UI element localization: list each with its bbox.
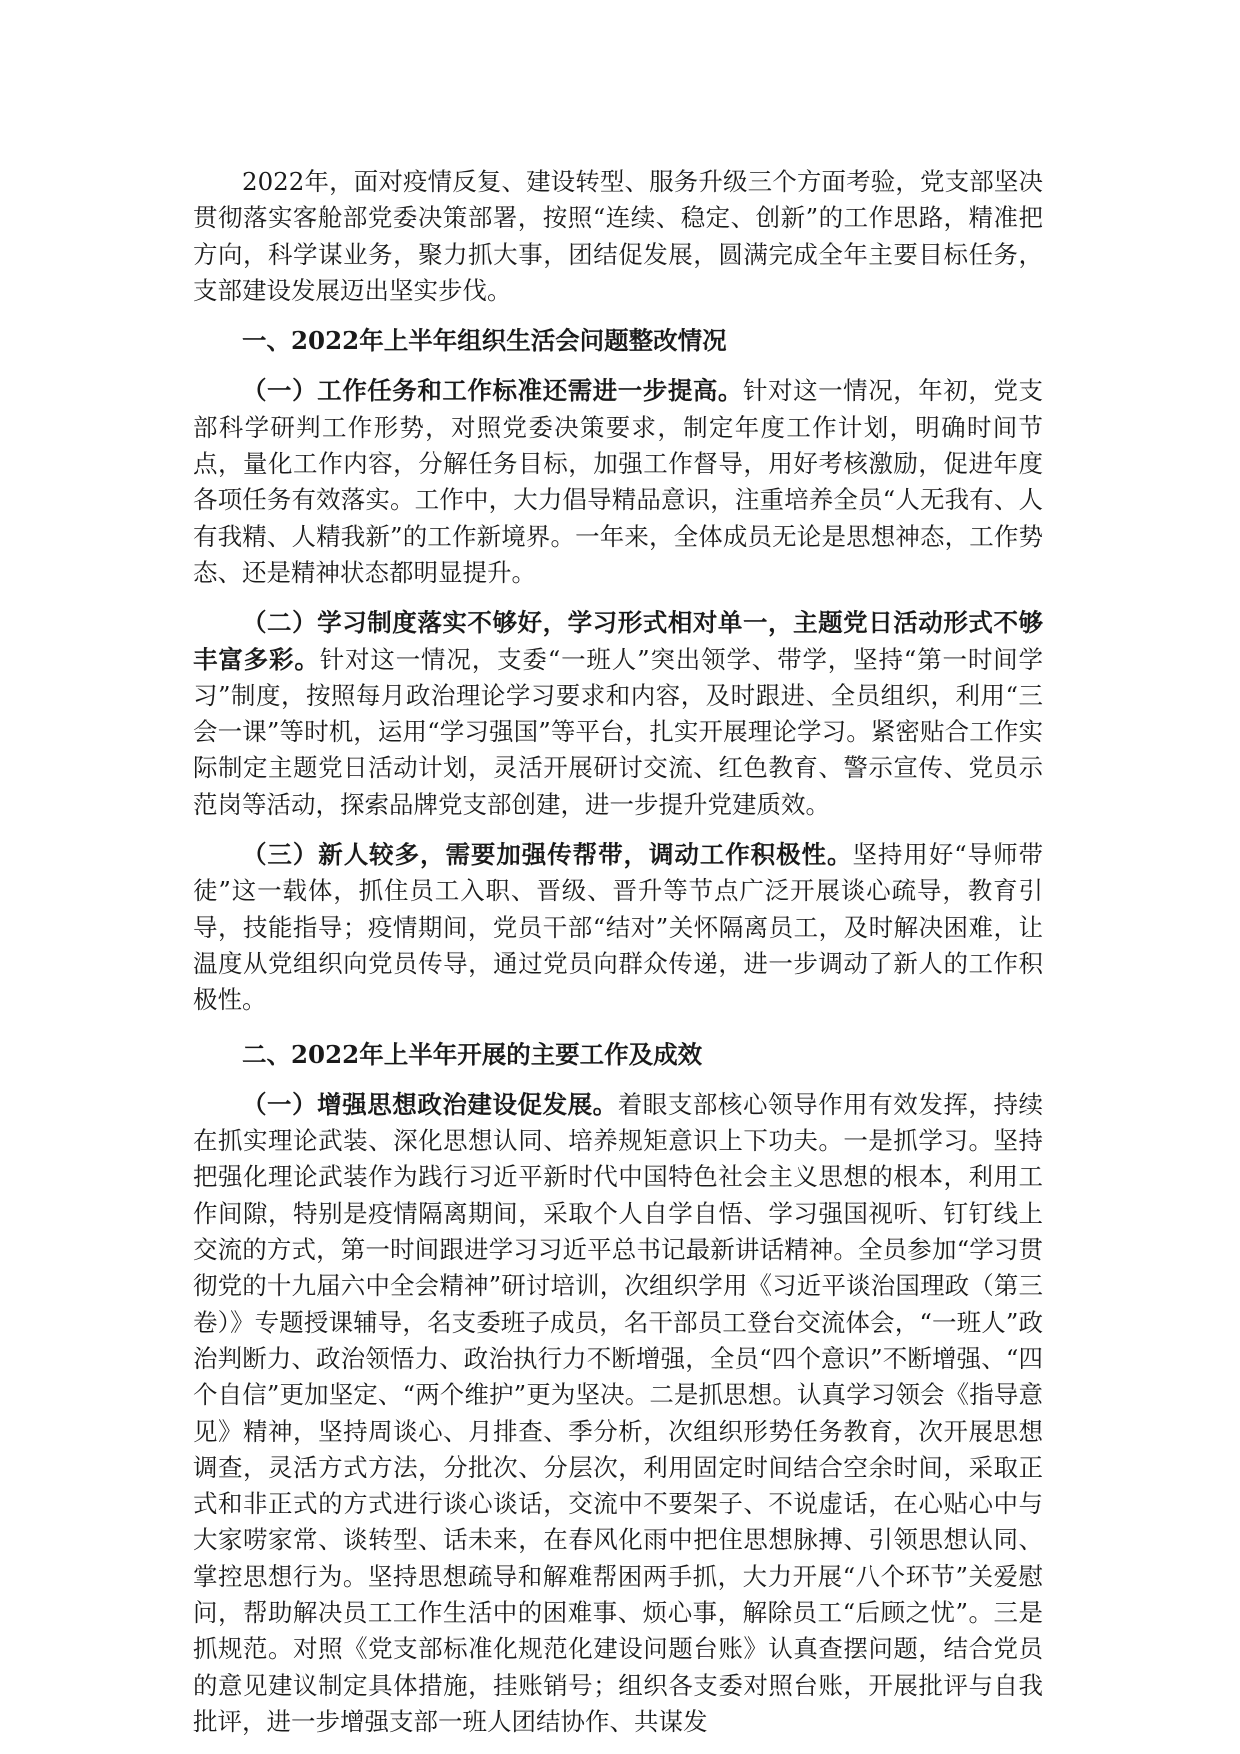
item-body: 着眼支部核心领导作用有效发挥，持续在抓实理论武装、深化思想认同、培养规矩意识上下功夫。一是抓学习。坚持把强化理论武装作为践行习近平新时代中国特色社会主义思想的根本，利用工作间隙，特别是疫情隔离期间，采取个人自学自悟、学习强国视听、钉钉线上交流的方式，第一时间跟进学习习近平总书记最新讲话精神。全员参加“学习贯彻党的十九届六中全会精神”研讨培训，次组织学用《习近平谈治国理政（第三卷）》专题授课辅导，名支委班子成员，名干部员工登台交流体会，“一班人”政治判断力、政治领悟力、政治执行力不断增强，全员“四个意识”不断增强、“四个自信”更加坚定、“两个维护”更为坚决。二是抓思想。认真学习领会《指导意见》精神，坚持周谈心、月排查、季分析，次组织形势任务教育，次开展思想调查，灵活方式方法，分批次、分层次，利用固定时间结合空余时间，采取正式和非正式的方式进行谈心谈话，交流中不要架子、不说虚话，在心贴心中与大家唠家常、谈转型、话未来，在春风化雨中把住思想脉搏、引领思想认同、掌控思想行为。坚持思想疏导和解难帮困两手抓，大力开展“八个环节”关爱慰问，帮助解决员工工作生活中的困难事、烦心事，解除员工“后顾之忧”。三是抓规范。对照《党支部标准化规范化建设问题台账》认真查摆问题，结合党员的意见建议制定具体措施，挂账销号；组织各支委对照台账，开展批评与自我批评，进一步增强支部一班人团结协作、共谋发 (193, 1089, 1044, 1736)
intro-paragraph: 2022年，面对疫情反复、建设转型、服务升级三个方面考验，党支部坚决贯彻落实客舱部党委决策部署，按照“连续、稳定、创新”的工作思路，精准把方向，科学谋业务，聚力抓大事，团结促发展，圆满完成全年主要目标任务，支部建设发展迈出坚实步伐。 (193, 167, 1043, 305)
section-2-item-1 (193, 1087, 1043, 1740)
section-1-item-1 (193, 373, 1043, 591)
document-page (193, 164, 1043, 1740)
item-lead: （二）学习制度落实不够好，学习形式相对单一，主题党日活动形式不够丰富多彩。 (193, 608, 1043, 674)
section-1-item-2 (193, 605, 1043, 823)
item-lead: （一）增强思想政治建设促发展。 (242, 1089, 618, 1119)
section-2-heading: 二、2022年上半年开展的主要工作及成效 (242, 1039, 703, 1069)
section-1-item-3 (193, 837, 1043, 1018)
item-lead: （一）工作任务和工作标准还需进一步提高。 (242, 376, 743, 406)
section-1-heading: 一、2022年上半年组织生活会问题整改情况 (242, 326, 727, 356)
item-body: 针对这一情况，支委“一班人”突出领学、带学，坚持“第一时间学习”制度，按照每月政治理论学习要求和内容，及时跟进、全员组织，利用“三会一课”等时机，运用“学习强国”等平台，扎实开展理论学习。紧密贴合工作实际制定主题党日活动计划，灵活开展研讨交流、红色教育、警示宣传、党员示范岗等活动，探索品牌党支部创建，进一步提升党建质效。 (193, 644, 1044, 819)
item-body: 坚持用好“导师带徒”这一载体，抓住员工入职、晋级、晋升等节点广泛开展谈心疏导，教育引导，技能指导；疫情期间，党员干部“结对”关怀隔离员工，及时解决困难，让温度从党组织向党员传导，通过党员向群众传递，进一步调动了新人的工作积极性。 (193, 840, 1044, 1015)
item-body: 针对这一情况，年初，党支部科学研判工作形势，对照党委决策要求，制定年度工作计划，明确时间节点，量化工作内容，分解任务目标，加强工作督导，用好考核激励，促进年度各项任务有效落实。工作中，大力倡导精品意识，注重培养全员“人无我有、人有我精、人精我新”的工作新境界。一年来，全体成员无论是思想神态，工作势态、还是精神状态都明显提升。 (193, 376, 1043, 587)
item-lead: （三）新人较多，需要加强传帮带，调动工作积极性。 (242, 840, 853, 870)
